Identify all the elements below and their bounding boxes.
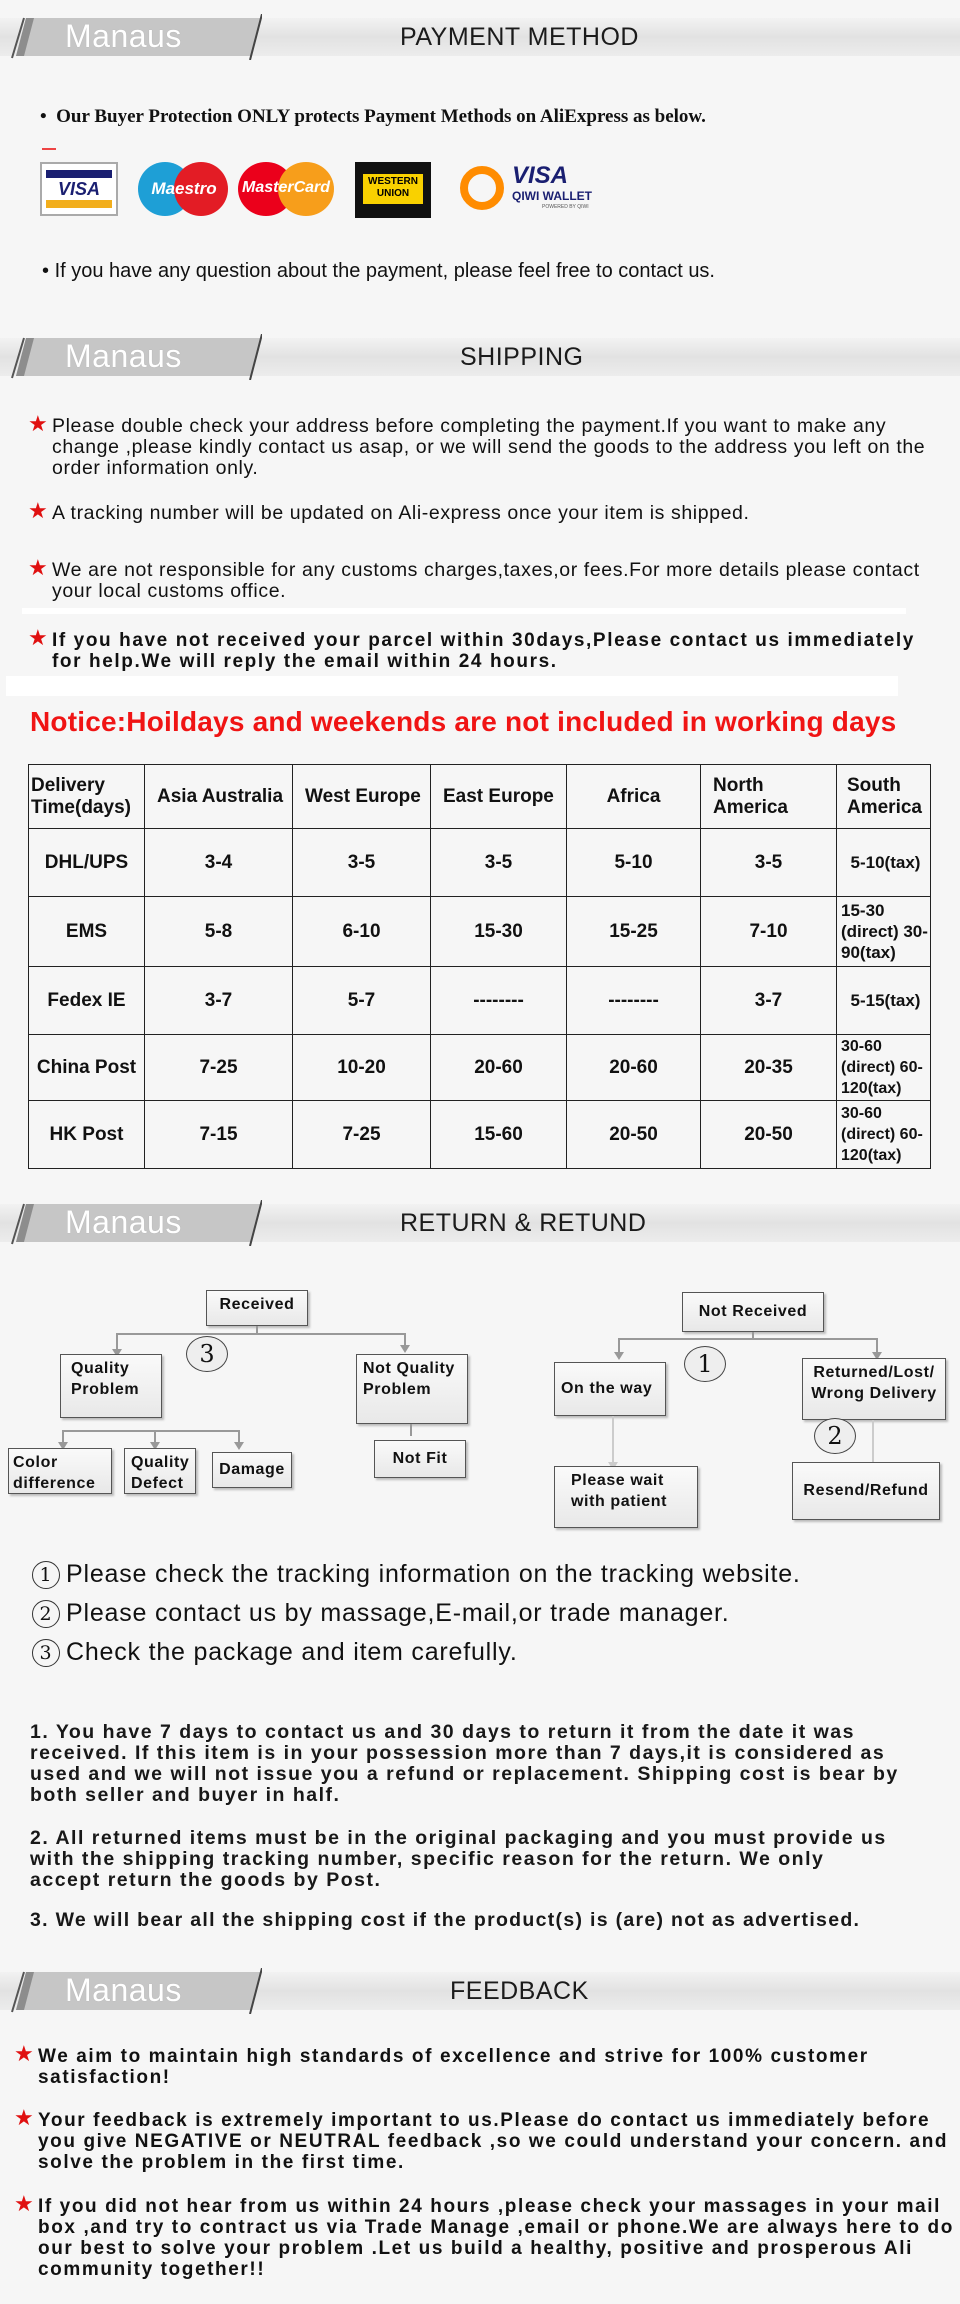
table-cell: 6-10 (293, 897, 431, 967)
step-1-circle: 1 (684, 1346, 726, 1382)
please-wait-box: Please wait with patient (554, 1466, 698, 1528)
not-quality-problem-box: Not Quality Problem (356, 1354, 468, 1424)
on-the-way-box: On the way (554, 1362, 666, 1416)
table-cell: 15-25 (567, 897, 701, 967)
arrow-down-icon (400, 1345, 410, 1353)
section-title: PAYMENT METHOD (400, 23, 639, 51)
table-cell: 7-15 (145, 1101, 293, 1169)
table-cell: 3-4 (145, 829, 293, 897)
brand-label: Manaus (65, 1204, 182, 1240)
section-banner-returns (0, 1200, 960, 1246)
table-cell: 20-60 (567, 1035, 701, 1101)
visa-logo: VISA (40, 162, 118, 216)
table-cell: 3-5 (431, 829, 567, 897)
return-note: 1 Please check the tracking information on the tracking website. (32, 1560, 801, 1589)
table-cell: -------- (567, 967, 701, 1035)
arrow-down-icon (614, 1352, 624, 1360)
not-received-box: Not Received (682, 1292, 824, 1332)
feedback-item: ★ We aim to maintain high standards of excellence and strive for 100% customer satisfaction! (14, 2041, 869, 2088)
maestro-logo: Maestro (138, 160, 230, 218)
step-2-circle: 2 (814, 1418, 856, 1454)
star-icon: ★ (28, 411, 49, 436)
shipping-time-table (28, 764, 931, 1169)
return-rule: 1. You have 7 days to contact us and 30 days to return it from the date it was received. If this item is in your possession more than 7 days,it is considered as used and we will not issue you a refund or replacement. Shipping cost is bear by both seller and buyer in half. (30, 1721, 899, 1806)
divider (6, 676, 898, 696)
table-cell: 20-60 (431, 1035, 567, 1101)
western-union-logo: WESTERN UNION (355, 162, 431, 218)
table-row (29, 829, 931, 897)
star-icon: ★ (14, 2041, 36, 2066)
table-cell: 7-10 (701, 897, 837, 967)
table-header-cell: West Europe (293, 765, 431, 829)
return-rule: 2. All returned items must be in the original packaging and you must provide us with the shipping tracking number, specific reason for the return. We only accept return the goods by Post. (30, 1827, 887, 1891)
feedback-item: ★ Your feedback is extremely important to us.Please do contact us immediately before you give NEGATIVE or NEUTRAL feedback ,so we could understand your concern. and solve the problem in the first time. (14, 2105, 949, 2173)
step-3-circle: 3 (186, 1336, 228, 1372)
table-cell: 10-20 (293, 1035, 431, 1101)
protection-line: • Our Buyer Protection ONLY protects Payment Methods on AliExpress as below. (40, 106, 706, 127)
arrow-down-icon (234, 1442, 244, 1450)
section-banner-payment (0, 14, 960, 60)
table-cell: 5-10 (567, 829, 701, 897)
table-header-row (29, 765, 931, 829)
qiwi-visa-logo: VISA QIWI WALLET POWERED BY QIWI (460, 158, 606, 218)
shipping-item: ★ If you have not received your parcel within 30days,Please contact us immediately for help.We will reply the email within 24 hours. (28, 625, 915, 672)
shipping-item: ★ A tracking number will be updated on Ali-express once your item is shipped. (28, 498, 750, 524)
table-cell: 30-60 (direct) 60-120(tax) (837, 1035, 931, 1101)
table-row (29, 1035, 931, 1101)
star-icon: ★ (28, 625, 50, 650)
table-cell: EMS (29, 897, 145, 967)
connector-line (256, 1326, 258, 1334)
payment-contact-line: • If you have any question about the payment, please feel free to contact us. (42, 260, 715, 282)
star-icon: ★ (14, 2191, 36, 2216)
decorative-dash (42, 148, 56, 150)
table-cell: 7-25 (293, 1101, 431, 1169)
table-cell: 20-50 (567, 1101, 701, 1169)
table-cell: 15-30 (431, 897, 567, 967)
table-cell: DHL/UPS (29, 829, 145, 897)
section-title: SHIPPING (460, 343, 584, 371)
section-title: RETURN & RETUND (400, 1209, 647, 1237)
table-cell: 15-30 (direct) 30-90(tax) (837, 897, 931, 967)
section-banner-feedback (0, 1968, 960, 2014)
notice-text: Notice:Hoildays and weekends are not included in working days (30, 706, 897, 737)
damage-box: Damage (212, 1452, 292, 1488)
table-header-cell: Asia Australia (145, 765, 293, 829)
table-cell: HK Post (29, 1101, 145, 1169)
connector-line (618, 1338, 878, 1340)
not-fit-box: Not Fit (374, 1440, 466, 1478)
number-circle: 2 (32, 1600, 60, 1628)
table-header-cell: Delivery Time(days) (29, 765, 145, 829)
number-circle: 3 (32, 1639, 60, 1667)
table-cell: 7-25 (145, 1035, 293, 1101)
shipping-item: ★ Please double check your address before completing the payment.If you want to make any change ,please kindly contact us asap, or we will send the goods to the address you left on the order information only. (28, 411, 926, 479)
brand-label: Manaus (65, 338, 182, 374)
shipping-item: ★ We are not responsible for any customs charges,taxes,or fees.For more details please contact your local customs office. (28, 555, 920, 602)
table-cell: 20-35 (701, 1035, 837, 1101)
table-row (29, 1101, 931, 1169)
star-icon: ★ (14, 2105, 36, 2130)
table-cell: 3-5 (701, 829, 837, 897)
table-cell: 3-5 (293, 829, 431, 897)
table-row (29, 967, 931, 1035)
table-cell: 5-10(tax) (837, 829, 931, 897)
quality-defect-box: Quality Defect (124, 1448, 196, 1494)
star-icon: ★ (28, 555, 49, 580)
returned-lost-box: Returned/Lost/ Wrong Delivery (802, 1358, 946, 1420)
connector-line (62, 1430, 240, 1432)
connector-line (612, 1416, 614, 1464)
table-cell: 30-60 (direct) 60-120(tax) (837, 1101, 931, 1169)
table-cell: -------- (431, 967, 567, 1035)
section-banner-shipping (0, 334, 960, 380)
connector-line (410, 1424, 412, 1436)
table-cell: 3-7 (701, 967, 837, 1035)
table-cell: Fedex IE (29, 967, 145, 1035)
connector-line (116, 1333, 406, 1335)
table-cell: 3-7 (145, 967, 293, 1035)
table-header-cell: North America (701, 765, 837, 829)
table-cell: 5-8 (145, 897, 293, 967)
table-header-cell: South America (837, 765, 931, 829)
brand-label: Manaus (65, 18, 182, 54)
table-header-cell: East Europe (431, 765, 567, 829)
table-row (29, 897, 931, 967)
table-cell: China Post (29, 1035, 145, 1101)
brand-label: Manaus (65, 1972, 182, 2008)
section-title: FEEDBACK (450, 1977, 589, 2005)
table-cell: 5-15(tax) (837, 967, 931, 1035)
star-icon: ★ (28, 498, 49, 523)
table-cell: 5-7 (293, 967, 431, 1035)
resend-refund-box: Resend/Refund (792, 1462, 940, 1520)
table-cell: 20-50 (701, 1101, 837, 1169)
quality-problem-box: Quality Problem (60, 1354, 162, 1418)
divider (22, 608, 906, 614)
table-header-cell: Africa (567, 765, 701, 829)
color-difference-box: Color difference (8, 1448, 112, 1494)
received-box: Received (206, 1290, 308, 1326)
return-note: 3 Check the package and item carefully. (32, 1638, 518, 1667)
mastercard-logo: MasterCard (238, 160, 334, 218)
table-cell: 15-60 (431, 1101, 567, 1169)
connector-line (872, 1420, 874, 1462)
feedback-item: ★ If you did not hear from us within 24 hours ,please check your massages in your mail box ,and try to contract us via Trade Manage ,email or phone.We are always here to do our best to solve your problem .Let us build a healthy, positive and prosperous Ali community together!! (14, 2191, 954, 2280)
return-rule: 3. We will bear all the shipping cost if the product(s) is (are) not as advertised. (30, 1909, 861, 1931)
number-circle: 1 (32, 1561, 60, 1589)
return-note: 2 Please contact us by massage,E-mail,or trade manager. (32, 1599, 730, 1628)
